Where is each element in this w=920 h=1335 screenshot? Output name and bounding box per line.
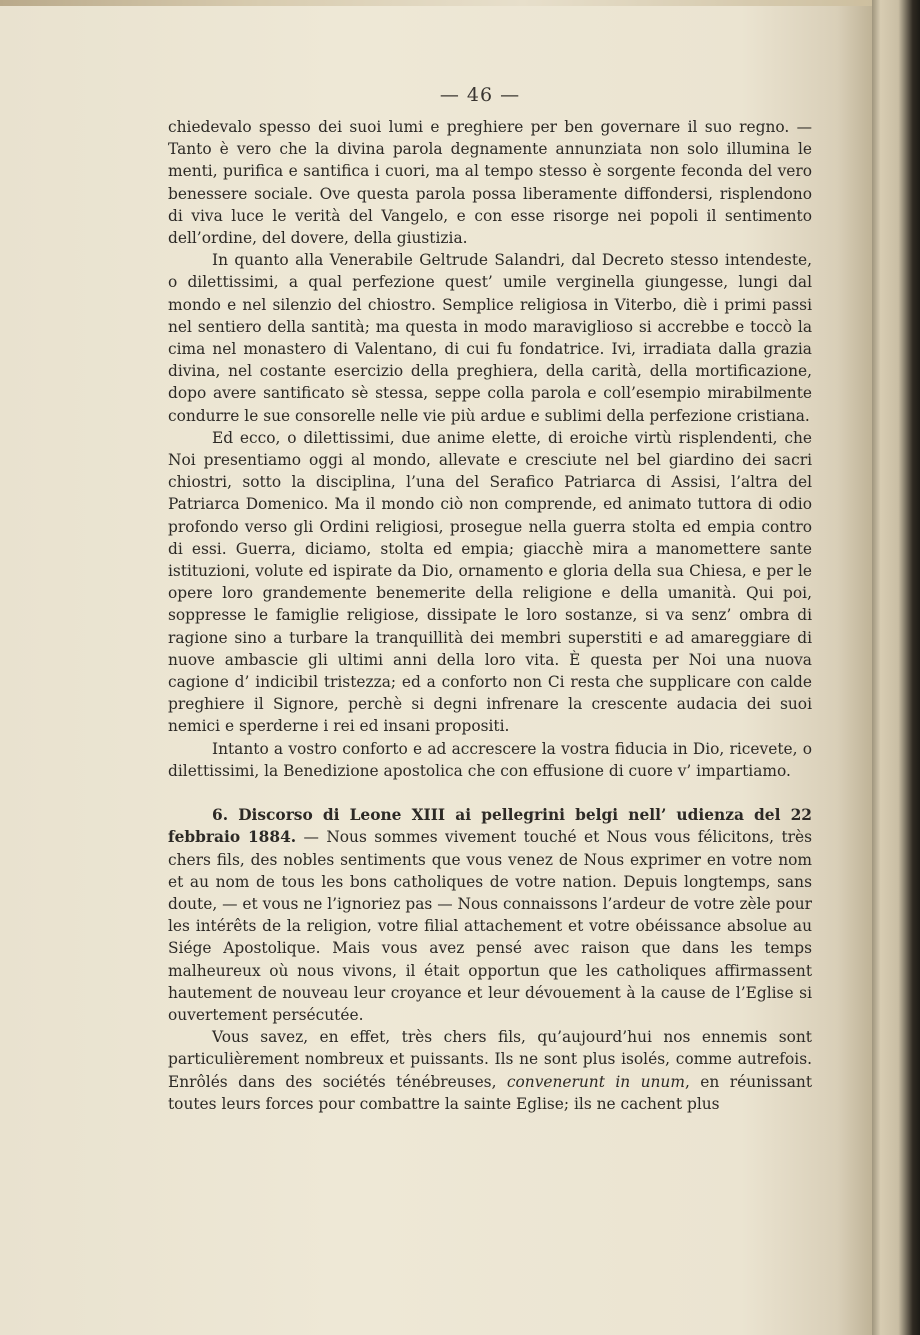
page-edge xyxy=(872,0,920,1335)
final-text-start: Vous savez, en effet, très chers fils, qu’aujourd’hui nos ennemis sont particulièrement nombreux et puissants. Ils ne sont plus isolés, comme autrefois. Enrôlés dans des sociétés ténébreuses, xyxy=(168,1028,812,1091)
paragraph-1: chiedevalo spesso dei suoi lumi e preghiere per ben governare il suo regno. — Tanto è vero che la divina parola degnamente annunziata non solo illumina le menti, purifica e santifica i cuori, ma al tempo stesso è sorgente feconda del vero benessere sociale. Ove questa parola possa liberamente diffondersi, risplendono di viva luce le verità del Vangelo, e con esse risorge nei popoli il sentimento dell’ordine, del dovere, della giustizia. xyxy=(168,118,812,248)
body-text xyxy=(168,116,812,1115)
latin-phrase: convenerunt in unum xyxy=(506,1072,685,1091)
section-6-body: — Nous sommes vivement touché et Nous vous félicitons, très chers fils, des nobles sentiments que vous venez de Nous exprimer en votre nom et au nom de tous les bons catholiques de votre nation. Depuis longtemps, sans doute, — et vous ne l’ignoriez pas — Nous connaissons l’ardeur de votre zèle pour les intérêts de la religion, votre filial attachement et votre obéissance absolue au Siége Apostolique. Mais vous avez pensé avec raison que dans les temps malheureux où nous vivons, il était opportun que les catholiques affirmassent hautement de nouveau leur croyance et leur dévouement à la cause de l’Eglise si ouvertement persécutée. xyxy=(168,828,812,1024)
top-edge-stain xyxy=(0,0,872,6)
paragraph-4: Intanto a vostro conforto e ad accrescere la vostra fiducia in Dio, ricevete, o dilettissimi, la Benedizione apostolica che con effusione di cuore v’ impartiamo. xyxy=(168,739,812,780)
page-number: — 46 — xyxy=(439,84,521,106)
paragraph-2: In quanto alla Venerabile Geltrude Salandri, dal Decreto stesso intendeste, o dilettissimi, a qual perfezione quest’ umile verginella giungesse, lungi dal mondo e nel silenzio del chiostro. Semplice religiosa in Viterbo, diè i primi passi nel sentiero della santità; ma questa in modo maraviglioso si accrebbe e toccò la cima nel monastero di Valentano, di cui fu fondatrice. Ivi, irradiata dalla grazia divina, nel costante esercizio della preghiera, della carità, della mortificazione, dopo avere santificato sè stessa, seppe colla parola e coll’esempio mirabilmente condurre le sue consorelle nelle vie più ardue e sublimi della perfezione cristiana. xyxy=(168,251,812,425)
section-6-heading: 6. Discorso di Leone XIII ai pellegrini belgi nell’ udienza del 22 febbraio 1884. xyxy=(168,806,812,847)
final-text-end: , en réunissant toutes leurs forces pour combattre la sainte Eglise; ils ne cachent plus xyxy=(168,1072,813,1113)
section-6-paragraph xyxy=(168,804,812,1026)
paragraph-3: Ed ecco, o dilettissimi, due anime elette, di eroiche virtù risplendenti, che Noi presentiamo oggi al mondo, allevate e cresciute nel bel giardino dei sacri chiostri, sotto la disciplina, l’una del Serafico Patriarca di Assisi, l’altra del Patriarca Domenico. Ma il mondo ciò non comprende, ed animato tuttora di odio profondo verso gli Ordini religiosi, prosegue nella guerra stolta ed empia contro di essi. Guerra, diciamo, stolta ed empia; giacchè mira a manomettere sante istituzioni, volute ed ispirate da Dio, ornamento e gloria della sua Chiesa, e per le opere loro grandemente benemerite della religione e della umanità. Qui poi, soppresse le famiglie religiose, dissipate le loro sostanze, si va senz’ ombra di ragione sino a turbare la tranquillità dei membri superstiti e ad amareggiare di nuove ambascie gli ultimi anni della loro vita. È questa per Noi una nuova cagione d’ indicibil tristezza; ed a conforto non Ci resta che supplicare con calde preghiere il Signore, perchè si degni infrenare la crescente audacia dei suoi nemici e sperderne i rei ed insani propositi. xyxy=(168,428,812,736)
paragraph-final xyxy=(168,1026,812,1115)
